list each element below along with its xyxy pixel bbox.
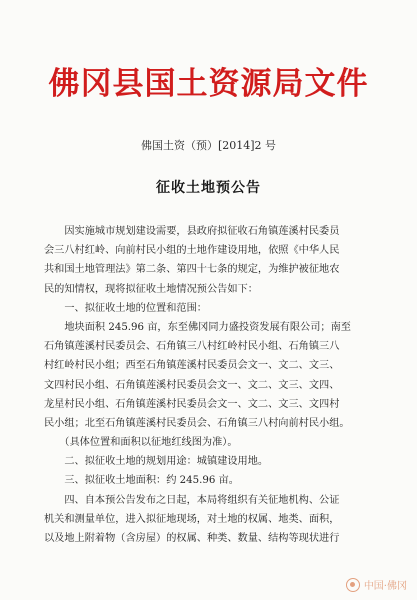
body-line: 三、拟征收土地面积：约 245.96 亩。 [44, 475, 239, 487]
body-line: 民的知情权，现将拟征收土地情况预公告如下： [44, 283, 258, 295]
body-line: 村红岭村民小组；西至石角镇莲溪村民委员会文一、文二、文三、 [44, 360, 340, 372]
body-line: 文四村民小组、石角镇莲溪村民委员会文一、文二、文三、文四、 [44, 379, 340, 391]
watermark [346, 577, 407, 592]
body-line: 龙星村民小组、石角镇莲溪村民委员会文一、文二、文三、文四村 [44, 398, 340, 410]
document-body [44, 222, 380, 548]
body-line: 一、拟征收土地的位置和范围： [44, 302, 207, 314]
body-line: 会三八村红岭、向前村民小组的土地作建设用地，依照《中华人民 [44, 245, 340, 257]
document-number: 佛国土资（预）[2014]2 号 [140, 139, 277, 152]
document-header: 佛冈县国土资源局文件 [48, 66, 369, 102]
body-line: 因实施城市规划建设需要，县政府拟征收石角镇莲溪村民委员 [44, 226, 340, 237]
body-line: 共和国土地管理法》第二条、第四十七条的规定，为维护被征地农 [44, 264, 340, 276]
body-line: 以及地上附着物（含房屋）的权属、种类、数量、结构等现状进行 [44, 533, 340, 544]
body-line: 石角镇莲溪村民委员会、石角镇三八村红岭村民小组、石角镇三八 [44, 341, 340, 353]
body-line: （具体位置和面积以征地红线图为准）。 [44, 437, 238, 449]
document-title: 征收土地预公告 [156, 180, 261, 196]
body-line: 机关和测量单位，进入拟征地现场，对土地的权属、地类、面积， [44, 513, 340, 525]
watermark-text: 中国·佛冈 [363, 581, 407, 592]
body-line: 二、拟征收土地的规划用途：城镇建设用地。 [44, 456, 269, 468]
body-line: 地块面积 245.96 亩，东至佛冈同力盛投资发展有限公司；南至 [44, 321, 351, 333]
body-line: 四、自本预公告发布之日起，本局将组织有关征地机构、公证 [44, 494, 340, 506]
watermark-logo-icon [346, 578, 360, 592]
body-line: 民小组；北至石角镇莲溪村民委员会、石角镇三八村向前村民小组。 [44, 417, 350, 429]
